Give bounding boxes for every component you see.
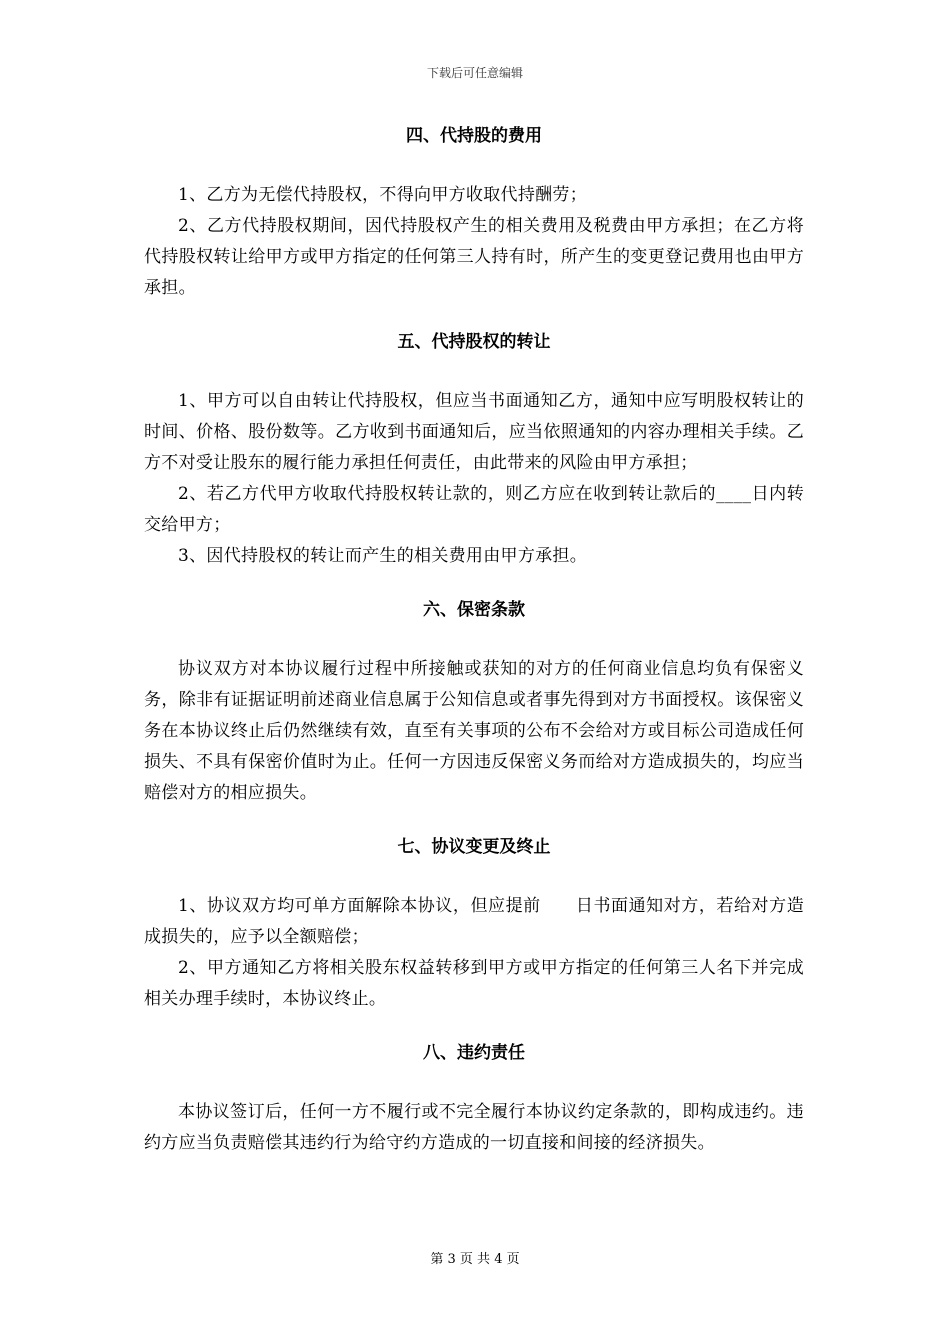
section-title: 八、违约责任 (423, 1043, 525, 1063)
paragraph: 1、协议双方均可单方面解除本协议，但应提前 日书面通知对方，若给对方造成损失的，应予以全额赔偿； (144, 896, 804, 947)
paragraph: 1、甲方可以自由转让代持股权，但应当书面通知乙方，通知中应写明股权转让的时间、价格、股份数等。乙方收到书面通知后，应当依照通知的内容办理相关手续。乙方不对受让股东的履行能力承担任何责任，由此带来的风险由甲方承担； (144, 391, 804, 473)
paragraph: 3、因代持股权的转让而产生的相关费用由甲方承担。 (178, 546, 588, 566)
section-title: 五、代持股权的转让 (397, 332, 551, 352)
document-body (144, 118, 804, 1159)
section-title: 四、代持股的费用 (406, 126, 542, 146)
paragraph: 2、乙方代持股权期间，因代持股权产生的相关费用及税费由甲方承担；在乙方将代持股权转让给甲方或甲方指定的任何第三人持有时，所产生的变更登记费用也由甲方承担。 (144, 216, 804, 298)
paragraph: 协议双方对本协议履行过程中所接触或获知的对方的任何商业信息均负有保密义务，除非有证据证明前述商业信息属于公知信息或者事先得到对方书面授权。该保密义务在本协议终止后仍然继续有效，直至有关事项的公布不会给对方或目标公司造成任何损失、不具有保密价值时为止。任何一方因违反保密义务而给对方造成损失的，均应当赔偿对方的相应损失。 (144, 659, 804, 803)
paragraph: 2、甲方通知乙方将相关股东权益转移到甲方或甲方指定的任何第三人名下并完成相关办理手续时，本协议终止。 (144, 958, 804, 1009)
section-title: 七、协议变更及终止 (397, 837, 551, 857)
paragraph: 本协议签订后，任何一方不履行或不完全履行本协议约定条款的，即构成违约。违约方应当负责赔偿其违约行为给守约方造成的一切直接和间接的经济损失。 (144, 1102, 804, 1153)
section-confidentiality (144, 592, 804, 809)
section-change-termination (144, 829, 804, 1015)
section-transfer (144, 324, 804, 572)
section-title: 六、保密条款 (423, 600, 525, 620)
header-note: 下载后可任意编辑 (426, 66, 523, 80)
paragraph: 2、若乙方代甲方收取代持股权转让款的，则乙方应在收到转让款后的____日内转交给甲方； (144, 484, 804, 535)
section-fees (144, 118, 804, 304)
paragraph: 1、乙方为无偿代持股权，不得向甲方收取代持酬劳； (178, 185, 588, 205)
section-breach-liability (144, 1035, 804, 1159)
page-number-footer: 第 3 页 共 4 页 (430, 1252, 520, 1267)
